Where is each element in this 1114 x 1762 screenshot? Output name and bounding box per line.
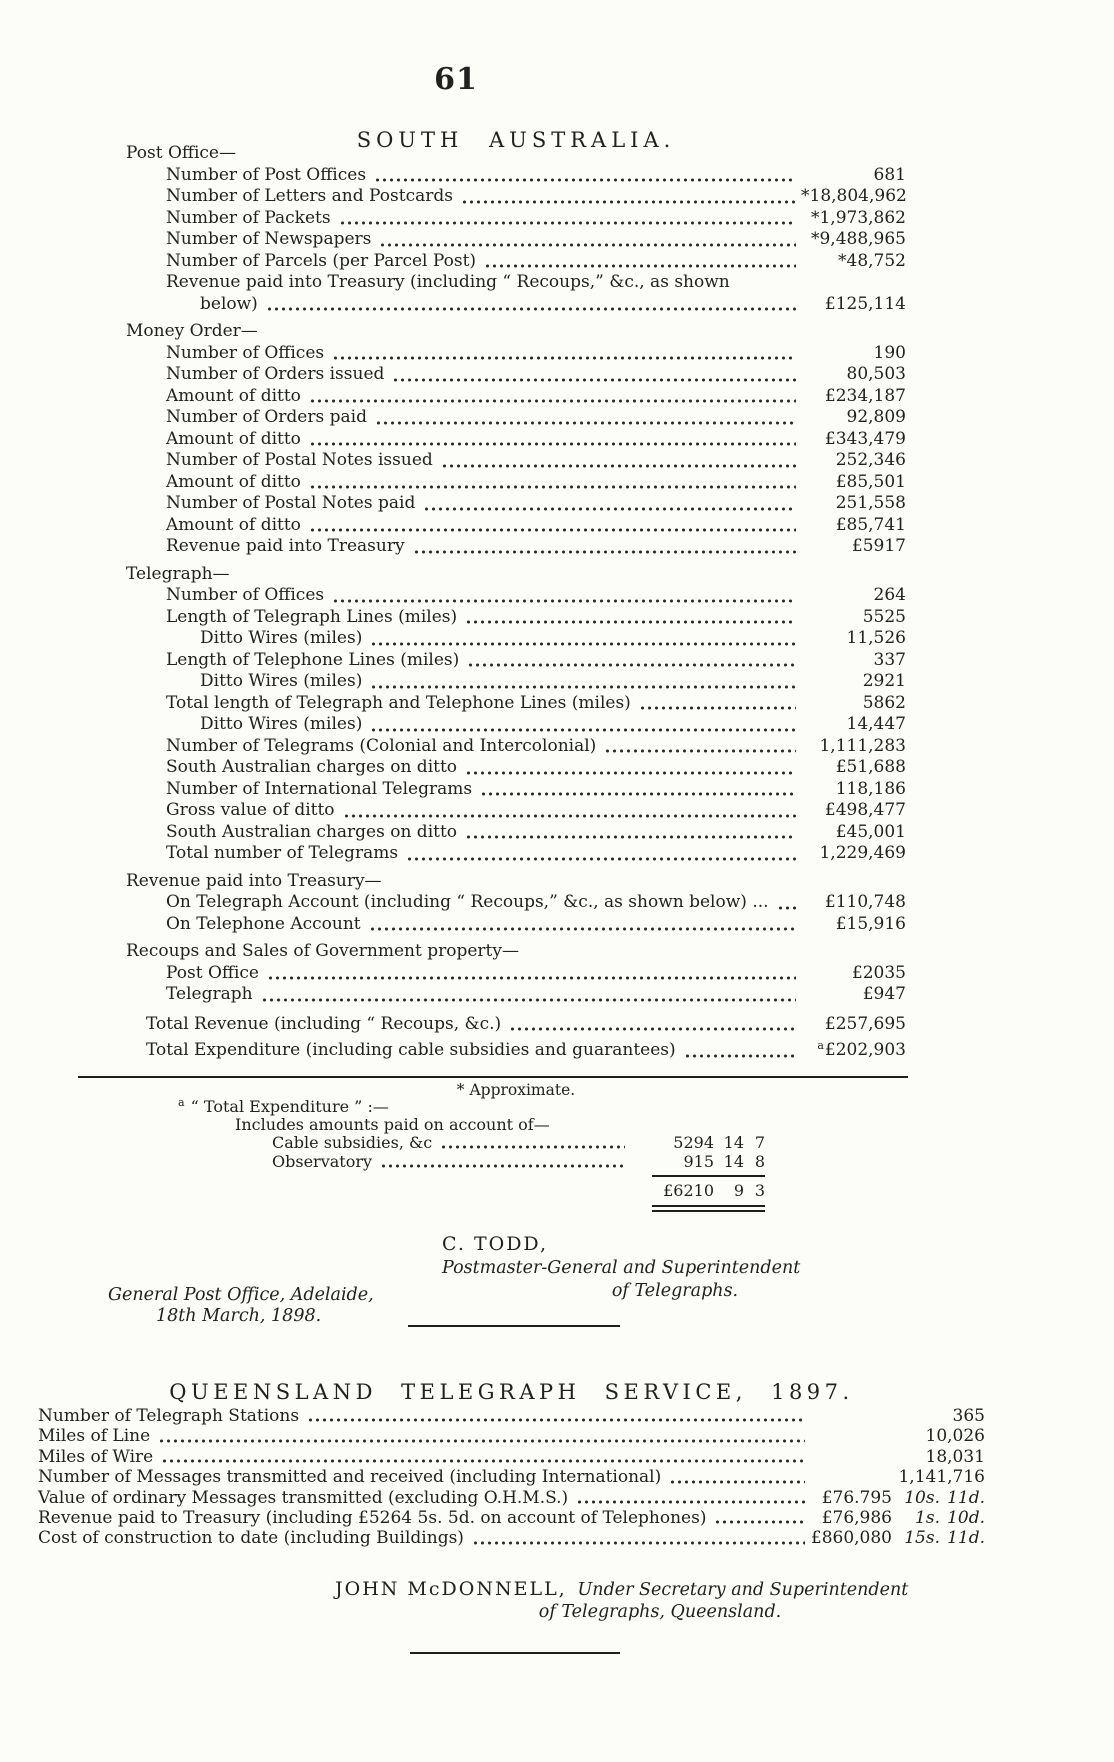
horizontal-rule xyxy=(78,1076,908,1078)
shillings-value: 1s. xyxy=(915,1508,940,1529)
table-row xyxy=(126,607,906,629)
table-row xyxy=(126,294,906,316)
shillings-value: 15s. xyxy=(904,1528,940,1549)
stat-value: 5862 xyxy=(862,692,906,713)
stat-value: 80,503 xyxy=(846,364,906,384)
stat-value: £2035 xyxy=(851,962,906,983)
table-row xyxy=(272,1133,765,1152)
dot-leader xyxy=(484,264,796,268)
stat-value: £234,187 xyxy=(824,385,906,406)
table-row xyxy=(38,1508,985,1528)
dot-leader xyxy=(604,749,796,753)
shillings-value: 14 xyxy=(723,1152,744,1171)
stat-label: Gross value of ditto xyxy=(166,800,335,820)
stat-label: Number of Orders issued xyxy=(166,364,385,384)
stat-value xyxy=(810,1488,985,1508)
table-row xyxy=(126,429,906,451)
footnote-marker: a xyxy=(178,1096,185,1109)
pounds-total: £6210 xyxy=(663,1181,714,1200)
stat-label: Total length of Telegraph and Telephone Lines (miles) xyxy=(166,692,631,713)
table-row xyxy=(126,800,906,822)
table-row xyxy=(126,493,906,515)
stat-value: 5525 xyxy=(862,606,906,627)
table-row xyxy=(126,343,906,365)
end-rule xyxy=(410,1652,620,1654)
dot-leader xyxy=(161,1459,805,1463)
table-row xyxy=(126,984,906,1006)
dot-leader xyxy=(370,642,796,646)
footnote-marker: a xyxy=(817,1039,824,1052)
table-row xyxy=(126,693,906,715)
pounds-value: £860,080 xyxy=(810,1528,892,1549)
dot-leader xyxy=(777,906,796,910)
stat-label: Number of Parcels (per Parcel Post) xyxy=(166,250,477,271)
stat-value xyxy=(810,1528,985,1548)
dot-leader xyxy=(461,200,796,204)
pence-value: 11d. xyxy=(947,1528,985,1549)
stat-value: £498,477 xyxy=(824,800,906,820)
stat-value: £110,748 xyxy=(824,892,906,912)
dot-leader xyxy=(343,814,796,818)
table-row xyxy=(126,536,906,558)
stat-label: Telegraph xyxy=(166,984,253,1004)
shillings-value: 14 xyxy=(723,1133,744,1152)
stat-value xyxy=(810,1406,985,1426)
section-heading: Post Office— xyxy=(126,143,236,163)
dot-leader xyxy=(261,998,796,1002)
stat-label: Post Office xyxy=(166,962,259,983)
stat-label: Total number of Telegrams xyxy=(166,843,399,863)
dot-leader xyxy=(369,927,796,931)
dot-leader xyxy=(480,792,796,796)
expenditure-breakdown-table xyxy=(272,1133,765,1216)
dot-leader xyxy=(465,771,796,775)
dot-leader xyxy=(374,178,796,182)
pounds-value: 1,141,716 xyxy=(898,1467,985,1488)
stat-value xyxy=(810,1508,985,1528)
pounds-value: 10,026 xyxy=(925,1426,985,1447)
stat-label: South Australian charges on ditto xyxy=(166,757,458,777)
south-australia-heading: SOUTH AUSTRALIA. xyxy=(356,128,676,152)
stat-label: Cable subsidies, &c xyxy=(272,1133,433,1152)
stat-value: 337 xyxy=(873,649,906,670)
pence-value: 10d. xyxy=(947,1508,985,1529)
place-line: General Post Office, Adelaide, xyxy=(108,1285,374,1305)
signatory-name: C. TODD, xyxy=(442,1233,549,1255)
pence-value: 8 xyxy=(754,1152,765,1171)
table-total-row xyxy=(272,1181,765,1200)
stat-label: Revenue paid into Treasury (including “ Recoups,” &c., as shown xyxy=(166,272,730,292)
section-heading: Telegraph— xyxy=(126,563,230,584)
table-row xyxy=(38,1528,985,1548)
dot-leader xyxy=(266,307,796,311)
table-row xyxy=(126,779,906,801)
stat-label: Number of Postal Notes paid xyxy=(166,493,416,513)
table-row xyxy=(126,757,906,779)
dot-leader xyxy=(309,442,796,446)
dot-leader xyxy=(465,620,796,624)
stat-label: Miles of Line xyxy=(38,1426,151,1447)
table-row xyxy=(126,208,906,230)
stat-value: 681 xyxy=(873,164,906,185)
table-row xyxy=(38,1406,985,1426)
table-row xyxy=(38,1426,985,1446)
stat-label: Length of Telegraph Lines (miles) xyxy=(166,606,458,627)
stat-label: Number of Postal Notes issued xyxy=(166,450,433,470)
table-row xyxy=(126,822,906,844)
dot-leader xyxy=(332,356,796,360)
shillings-total: 9 xyxy=(733,1181,744,1200)
dot-leader xyxy=(332,599,796,603)
stat-label: Amount of ditto xyxy=(166,385,301,406)
stat-label: Number of Orders paid xyxy=(166,407,367,427)
stat-label: Number of Packets xyxy=(166,207,331,228)
stat-value: 14,447 xyxy=(846,714,906,734)
stat-label: Observatory xyxy=(272,1152,373,1171)
pence-value: 7 xyxy=(754,1133,765,1152)
table-row xyxy=(126,186,906,208)
signatory-name: JOHN McDONNELL, xyxy=(335,1578,567,1600)
stat-value: £85,741 xyxy=(835,514,906,535)
stat-value: £343,479 xyxy=(824,428,906,449)
section-divider-rule xyxy=(408,1325,620,1327)
pounds-value: £76,986 xyxy=(821,1508,892,1529)
stat-label: Number of Letters and Postcards xyxy=(166,186,453,206)
table-row xyxy=(126,386,906,408)
table-row xyxy=(126,650,906,672)
pence-value: 11d. xyxy=(947,1487,985,1508)
stat-label: Revenue paid into Treasury xyxy=(166,536,405,556)
sa-signature-block xyxy=(442,1233,908,1303)
stat-label: Cost of construction to date (including Buildings) xyxy=(38,1528,464,1549)
table-row xyxy=(126,892,906,914)
stat-value: 11,526 xyxy=(846,628,906,648)
pounds-value: 5294 xyxy=(673,1133,714,1152)
stat-label: Number of Telegrams (Colonial and Intercolonial) xyxy=(166,735,597,756)
pounds-value: 915 xyxy=(683,1152,714,1171)
table-row xyxy=(126,914,906,936)
stat-value: *9,488,965 xyxy=(810,229,906,249)
queensland-heading: QUEENSLAND TELEGRAPH SERVICE, 1897. xyxy=(169,1380,854,1404)
stat-value xyxy=(810,1447,985,1467)
south-australia-statistics-table xyxy=(126,137,906,1062)
stat-label: Number of Messages transmitted and received (including International) xyxy=(38,1467,662,1488)
sum-rule xyxy=(652,1175,765,1177)
footnote-heading-text: “ Total Expenditure ” :— xyxy=(190,1097,389,1116)
stat-value: 118,186 xyxy=(835,778,906,799)
table-row xyxy=(126,515,906,537)
dot-leader xyxy=(375,421,796,425)
stat-label: On Telegraph Account (including “ Recoups,” &c., as shown below) ... xyxy=(166,892,769,912)
dot-leader xyxy=(380,1164,625,1168)
table-row xyxy=(126,628,906,650)
date-line: 18th March, 1898. xyxy=(156,1306,322,1326)
sum-double-rule xyxy=(652,1205,765,1212)
table-total-row xyxy=(126,1035,906,1062)
stat-label: Number of Offices xyxy=(166,342,325,363)
table-row xyxy=(126,450,906,472)
pounds-value: 18,031 xyxy=(925,1446,985,1467)
stat-label: Miles of Wire xyxy=(38,1446,154,1467)
stat-value: *48,752 xyxy=(838,250,906,271)
stat-label: Total Expenditure (including cable subsidies and guarantees) xyxy=(146,1040,676,1060)
dot-leader xyxy=(465,835,796,839)
dot-leader xyxy=(669,1480,805,1484)
stat-label: Number of Offices xyxy=(166,585,325,605)
stat-value: 252,346 xyxy=(835,450,906,470)
dot-leader xyxy=(714,1520,805,1524)
place-date-block xyxy=(108,1285,374,1327)
dot-leader xyxy=(440,1145,625,1149)
stat-value: 190 xyxy=(873,342,906,363)
signatory-title: Postmaster-General and Superintendent xyxy=(442,1258,801,1278)
stat-label: Ditto Wires (miles) xyxy=(200,671,363,691)
stat-label: Amount of ditto xyxy=(166,428,301,449)
stat-label: Number of Telegraph Stations xyxy=(38,1406,300,1426)
table-row xyxy=(126,714,906,736)
queensland-statistics-table xyxy=(38,1406,985,1549)
table-total-row xyxy=(126,1014,906,1036)
stat-label: Amount of ditto xyxy=(166,471,301,492)
dot-leader xyxy=(339,221,796,225)
pence-total: 3 xyxy=(754,1181,765,1200)
dot-leader xyxy=(370,728,796,732)
stat-label: Amount of ditto xyxy=(166,514,301,535)
dot-leader xyxy=(307,1418,805,1422)
stat-label: Ditto Wires (miles) xyxy=(200,628,363,648)
page-number: 61 xyxy=(434,62,478,97)
stat-label: Ditto Wires (miles) xyxy=(200,714,363,734)
stat-value xyxy=(810,1426,985,1446)
stat-value: £257,695 xyxy=(824,1013,906,1034)
dot-leader xyxy=(576,1500,805,1504)
stat-value: £947 xyxy=(862,984,906,1004)
table-row xyxy=(126,165,906,187)
stat-label: South Australian charges on ditto xyxy=(166,821,458,842)
dot-leader xyxy=(309,399,796,403)
table-row xyxy=(272,1152,765,1171)
table-row xyxy=(126,585,906,607)
dot-leader xyxy=(267,976,796,980)
footnote-subheading: Includes amounts paid on account of— xyxy=(235,1115,550,1134)
stat-value: $^a$£202,903 xyxy=(817,1039,906,1060)
dot-leader xyxy=(158,1439,805,1443)
stat-value: 1,229,469 xyxy=(819,843,906,863)
section-heading: Revenue paid into Treasury— xyxy=(126,870,382,891)
dot-leader xyxy=(370,685,796,689)
stat-value: 251,558 xyxy=(835,493,906,513)
stat-value: £125,114 xyxy=(824,293,906,314)
table-row xyxy=(126,229,906,251)
table-row xyxy=(38,1488,985,1508)
stat-value: £85,501 xyxy=(835,471,906,492)
stat-label: On Telephone Account xyxy=(166,913,361,934)
stat-label: Number of Newspapers xyxy=(166,229,372,249)
stat-value: *1,973,862 xyxy=(810,207,906,228)
pounds-value: 365 xyxy=(952,1406,985,1426)
qld-signature-block xyxy=(335,1578,985,1623)
table-row xyxy=(126,251,906,273)
stat-value: *18,804,962 xyxy=(801,186,907,206)
dot-leader xyxy=(379,243,796,247)
table-row xyxy=(126,736,906,758)
total-expenditure-footnote-heading xyxy=(178,1096,389,1116)
table-row xyxy=(126,963,906,985)
shillings-value: 10s. xyxy=(904,1487,940,1508)
dot-leader xyxy=(684,1054,796,1058)
stat-label: Revenue paid to Treasury (including £5264 5s. 5d. on account of Telephones) xyxy=(38,1508,707,1529)
dot-leader xyxy=(309,485,796,489)
stat-value: £51,688 xyxy=(835,757,906,777)
stat-label: Number of International Telegrams xyxy=(166,778,473,799)
table-row xyxy=(126,407,906,429)
stat-value: 1,111,283 xyxy=(819,735,906,756)
dot-leader xyxy=(472,1541,805,1545)
stat-value: £45,001 xyxy=(835,821,906,842)
stat-value: 264 xyxy=(873,585,906,605)
signatory-title-line2: of Telegraphs, Queensland. xyxy=(538,1602,782,1622)
signatory-title: Under Secretary and Superintendent xyxy=(577,1580,909,1600)
dot-leader xyxy=(509,1027,796,1031)
section-heading: Recoups and Sales of Government property— xyxy=(126,941,519,961)
signatory-title-line2: of Telegraphs. xyxy=(611,1281,739,1301)
stat-value: £15,916 xyxy=(835,913,906,934)
stat-value xyxy=(810,1467,985,1487)
dot-leader xyxy=(413,550,796,554)
table-row xyxy=(126,364,906,386)
table-row xyxy=(38,1467,985,1487)
pounds-value: £76.795 xyxy=(821,1487,892,1508)
stat-value: £5917 xyxy=(851,536,906,556)
dot-leader xyxy=(309,528,796,532)
stat-label: Total Revenue (including “ Recoups, &c.) xyxy=(146,1013,502,1034)
stat-label: below) xyxy=(200,293,258,314)
stat-label: Length of Telephone Lines (miles) xyxy=(166,649,460,670)
totals-block xyxy=(126,1014,906,1062)
stat-label: Value of ordinary Messages transmitted (excluding O.H.M.S.) xyxy=(38,1487,569,1508)
stat-label: Number of Post Offices xyxy=(166,164,367,185)
table-row xyxy=(38,1447,985,1467)
table-row xyxy=(126,472,906,494)
dot-leader xyxy=(392,378,796,382)
table-row xyxy=(126,272,906,294)
dot-leader xyxy=(441,464,796,468)
table-row xyxy=(126,843,906,865)
table-row xyxy=(126,671,906,693)
dot-leader xyxy=(423,507,796,511)
stat-value: 92,809 xyxy=(846,407,906,427)
dot-leader xyxy=(467,663,796,667)
dot-leader xyxy=(406,857,796,861)
dot-leader xyxy=(639,706,796,710)
approximate-footnote: * Approximate. xyxy=(456,1081,576,1099)
section-heading: Money Order— xyxy=(126,321,258,341)
stat-value: 2921 xyxy=(862,671,906,691)
